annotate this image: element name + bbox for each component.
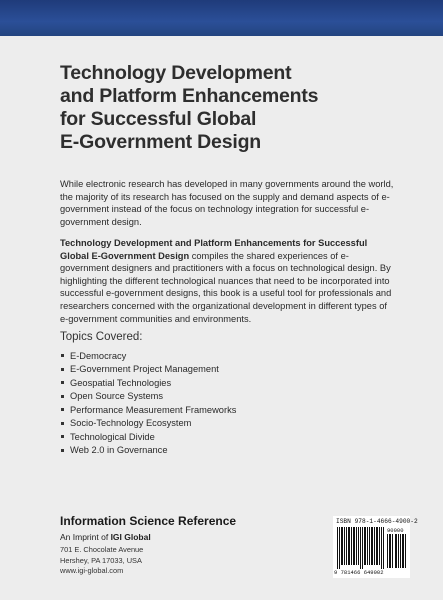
list-item: E-Democracy [61,349,236,363]
bullet-icon [61,381,64,384]
list-item: Performance Measurement Frameworks [61,403,236,417]
bullet-icon [61,435,64,438]
topics-heading: Topics Covered: [60,331,143,343]
bullet-icon [61,408,64,411]
bullet-icon [61,395,64,398]
list-item: Web 2.0 in Governance [61,444,236,458]
address-line: 701 E. Chocolate Avenue [60,545,144,554]
intro-paragraph: While electronic research has developed in many governments around the world, the majority of its research has focused on the supply and demand aspects of e-government instead of the focus on technology integration for successful e-government design. [60,179,394,227]
description-text: compiles the shared experiences of e-government designers and practitioners with a focus on technological design. By highlighting the different technological nuances that need to be incorporated into successful e-government designs, this book is a useful tool for professionals and researchers concerned with the organizational development in different types of e-government communities and environments. [60,250,392,324]
barcode-addon-digits: 90000 [387,527,404,534]
bullet-icon [61,449,64,452]
topics-list [61,349,236,457]
address-line: Hershey, PA 17033, USA [60,555,142,565]
bullet-icon [61,422,64,425]
header-bar [0,0,443,36]
list-item: Socio-Technology Ecosystem [61,417,236,431]
bullet-icon [61,368,64,371]
list-item: Geospatial Technologies [61,376,236,390]
imprint-line: An Imprint of IGI Global [60,532,151,542]
website-text: www.igi-global.com [60,566,124,575]
list-item: E-Government Project Management [61,363,236,377]
book-title: Technology Development and Platform Enhancements for Successful Global E-Government Design [60,62,319,153]
imprint-name: IGI Global [110,532,151,542]
list-item: Open Source Systems [61,390,236,404]
description-paragraph [60,237,395,325]
barcode-main-bars [337,527,385,569]
barcode-main-digits: 9 781466 649002 [334,569,384,576]
publisher-name: Information Science Reference [60,514,237,528]
barcode-addon-bars [387,534,407,568]
list-item: Technological Divide [61,430,236,444]
publisher-address [60,545,143,577]
bullet-icon [61,354,64,357]
barcode [333,516,418,578]
back-cover [0,36,443,600]
description-bold-title: Technology Development and Platform Enhancements for Successful Global E-Government Design [60,238,368,261]
isbn-text: ISBN 978-1-4666-4900-2 [336,518,418,525]
